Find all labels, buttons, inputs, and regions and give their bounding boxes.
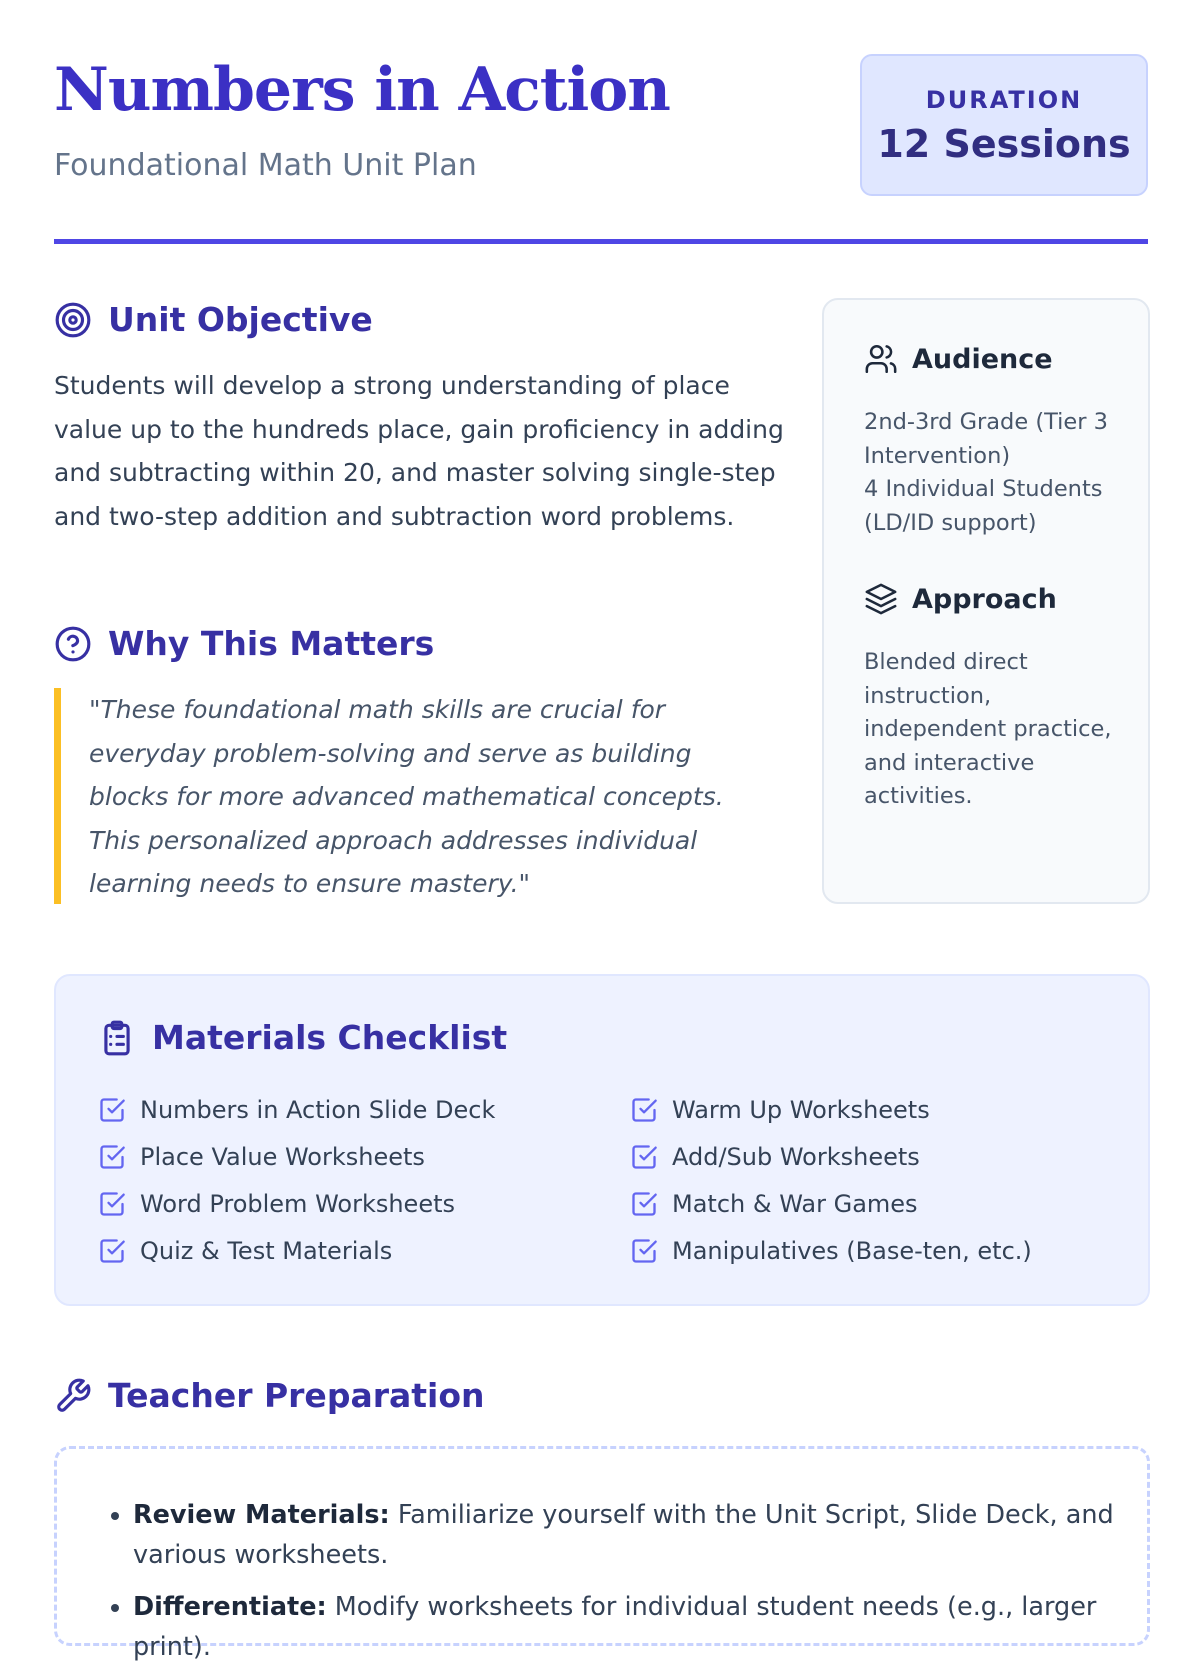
help-circle-icon <box>54 625 92 663</box>
list-item <box>133 1495 1133 1575</box>
clipboard-icon <box>98 1019 136 1057</box>
audience-text <box>864 406 1124 540</box>
checklist-item[interactable] <box>98 1086 495 1133</box>
audience-title: Audience <box>912 343 1053 375</box>
prep-item-label: Differentiate: <box>133 1592 327 1622</box>
objective-title: Unit Objective <box>108 300 373 339</box>
check-square-icon <box>630 1143 658 1171</box>
check-square-icon <box>630 1096 658 1124</box>
prep-box <box>54 1446 1150 1662</box>
checklist-item[interactable] <box>630 1086 1032 1133</box>
check-square-icon <box>98 1237 126 1265</box>
duration-badge <box>860 54 1148 196</box>
prep-item-text: Modify worksheets for individual student needs (e.g., larger print). <box>133 1592 1097 1662</box>
materials-list-left <box>98 1086 495 1274</box>
prep-heading <box>54 1376 485 1415</box>
checklist-label: Warm Up Worksheets <box>672 1095 930 1124</box>
prep-item-text: Familiarize yourself with the Unit Script, Slide Deck, and various worksheets. <box>133 1500 1114 1570</box>
why-quote: "These foundational math skills are crucial for everyday problem-solving and serve as building blocks for more advanced mathematical concepts. This personalized approach addresses individual learning needs to ensure mastery." <box>54 688 754 904</box>
checklist-item[interactable] <box>98 1133 495 1180</box>
page-header <box>54 52 1148 244</box>
info-sidebar <box>822 298 1150 904</box>
checklist-label: Add/Sub Worksheets <box>672 1142 920 1171</box>
approach-title: Approach <box>912 583 1057 615</box>
prep-list <box>133 1495 1133 1679</box>
why-heading <box>54 624 434 663</box>
objective-heading <box>54 300 373 339</box>
prep-title: Teacher Preparation <box>108 1376 485 1415</box>
checklist-item[interactable] <box>630 1180 1032 1227</box>
materials-checklist <box>54 974 1150 1306</box>
audience-students: 4 Individual Students (LD/ID support) <box>864 476 1103 536</box>
page-subtitle: Foundational Math Unit Plan <box>54 148 477 183</box>
duration-value: 12 Sessions <box>877 122 1131 166</box>
page-title: Numbers in Action <box>54 55 670 125</box>
materials-list-right <box>630 1086 1032 1274</box>
wrench-icon <box>54 1377 92 1415</box>
checklist-item[interactable] <box>630 1133 1032 1180</box>
list-item <box>133 1587 1133 1667</box>
prep-item-label: Review Materials: <box>133 1500 390 1530</box>
approach-heading <box>864 582 1057 616</box>
checklist-item[interactable] <box>98 1180 495 1227</box>
materials-title: Materials Checklist <box>152 1018 508 1057</box>
checklist-label: Quiz & Test Materials <box>140 1236 393 1265</box>
check-square-icon <box>98 1096 126 1124</box>
users-icon <box>864 342 898 376</box>
checklist-item[interactable] <box>630 1227 1032 1274</box>
checklist-item[interactable] <box>98 1227 495 1274</box>
checklist-label: Numbers in Action Slide Deck <box>140 1095 496 1124</box>
check-square-icon <box>630 1190 658 1218</box>
check-square-icon <box>630 1237 658 1265</box>
checklist-label: Manipulatives (Base-ten, etc.) <box>672 1236 1032 1265</box>
checklist-label: Match & War Games <box>672 1189 918 1218</box>
layers-icon <box>864 582 898 616</box>
audience-heading <box>864 342 1053 376</box>
objective-text: Students will develop a strong understanding of place value up to the hundreds place, gain proficiency in adding and subtracting within 20, and master solving single-step and two-step addition and subtraction word problems. <box>54 371 784 531</box>
checklist-label: Word Problem Worksheets <box>140 1189 455 1218</box>
check-square-icon <box>98 1143 126 1171</box>
why-title: Why This Matters <box>108 624 435 663</box>
checklist-label: Place Value Worksheets <box>140 1142 425 1171</box>
audience-grade: 2nd-3rd Grade (Tier 3 Intervention) <box>864 409 1108 469</box>
check-square-icon <box>98 1190 126 1218</box>
approach-text: Blended direct instruction, independent practice, and interactive activities. <box>864 649 1112 809</box>
materials-heading <box>98 1018 507 1057</box>
duration-label: DURATION <box>925 86 1083 114</box>
target-icon <box>54 301 92 339</box>
